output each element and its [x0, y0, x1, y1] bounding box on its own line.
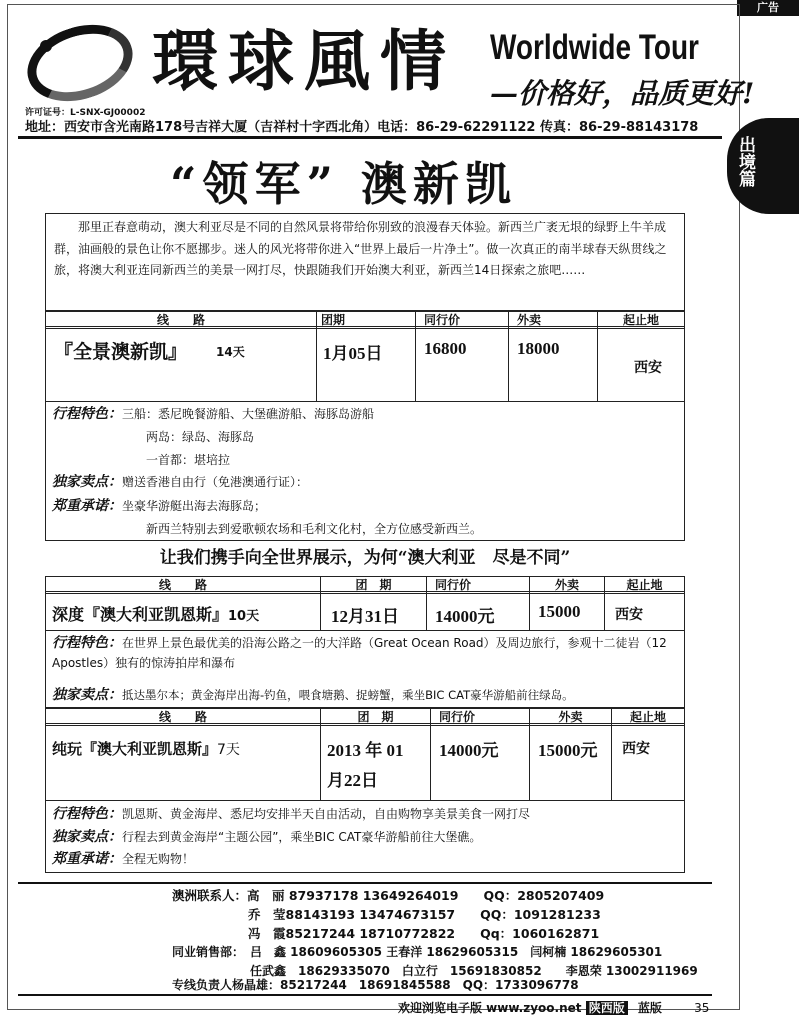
tour1-date: 1月05日 [316, 326, 416, 402]
tour1-days: 14天 [216, 345, 245, 359]
tour1-peer: 16800 [415, 326, 509, 402]
tour3-feature-label: 行程特色： [52, 806, 122, 822]
tour1-origin: 西安 [597, 326, 685, 402]
intro-text: 那里正春意萌动，澳大利亚尽是不同的自然风景将带给你别致的浪漫春天体验。新西兰广袤无垠的绿野上牛羊成群，油画般的景色让你不愿挪步。迷人的风光将带你进入“世界上最后一片净土”。做一次真正的南半球春天纵贯线之旅，将澳大利亚连同新西兰的美景一网打尽，快跟随我们开始澳大利亚，新西兰14日探索之旅吧…… [45, 213, 685, 311]
brand-english: Worldwide Tour [490, 28, 699, 67]
tour3-exclusive-label: 独家卖点： [52, 829, 122, 845]
tour3-retail: 15000元 [529, 723, 612, 801]
footer-divider [18, 994, 712, 996]
tour1-exclusive-label: 独家卖点： [52, 474, 122, 490]
header-route: 线 路 [45, 311, 317, 329]
tour1-retail: 18000 [508, 326, 598, 402]
contact-line-6: 专线负责人杨晶雄：85217244 18691845588 QQ：1733096778 [172, 978, 579, 992]
tour1-name: 『全景澳新凯』 [54, 341, 188, 363]
tour3-exclusive: 行程去到黄金海岸“主题公园”，乘坐BIC CAT豪华游船前往大堡礁。 [122, 830, 482, 844]
footer-welcome: 欢迎浏览电子版 www.zyoo.net [398, 1001, 582, 1015]
tour2-feature-label: 行程特色： [52, 635, 122, 651]
brand-name: 環球風情 [152, 23, 456, 100]
header-route-3: 线 路 [45, 708, 321, 726]
header-retail-2: 外卖 [529, 576, 605, 594]
address-line: 地址：西安市含光南路178号吉祥大厦（吉祥村十字西北角）电话：86-29-62291122 传真：86-29-88143178 [25, 120, 699, 135]
tour3-route [45, 723, 321, 801]
tour3-feature: 凯恩斯、黄金海岸、悉尼均安排半天自由活动，自由购物享美景美食一网打尽 [122, 807, 531, 821]
license-number: 许可证号：L-SNX-GJ00002 [25, 108, 146, 118]
tour1-route [45, 326, 317, 402]
tour2-peer: 14000元 [426, 591, 530, 631]
tour3-details [45, 800, 685, 873]
footer-edition: 陕西版 [586, 1001, 628, 1015]
tour1-feature1: 三船：悉尼晚餐游船、大堡礁游船、海豚岛游船 [122, 407, 375, 421]
tour3-origin: 西安 [611, 723, 685, 801]
footer-color: 蓝版 [637, 1001, 662, 1015]
tour1-promise1: 坐豪华游艇出海去海豚岛； [122, 499, 267, 513]
tour2-details [45, 630, 685, 708]
tour3-promise: 全程无购物！ [122, 852, 195, 866]
contact-line-1: 澳洲联系人：高 丽 87937178 13649264019 QQ：2805207409 [172, 888, 605, 903]
header-route-2: 线 路 [45, 576, 321, 594]
page-number: 35 [694, 1001, 710, 1015]
footer-bar [398, 999, 709, 1016]
section-tab-label: 出境篇 [739, 136, 756, 190]
header-retail-3: 外卖 [529, 708, 612, 726]
tour1-exclusive: 赠送香港自由行（免港澳通行证）： [122, 475, 309, 489]
tour1-details [45, 401, 685, 541]
contact-line-3: 冯 霞85217244 18710772822 Qq：1060162871 [248, 926, 600, 941]
tour2-date: 12月31日 [320, 591, 427, 631]
tour2-origin: 西安 [604, 591, 685, 631]
tour3-promise-label: 郑重承诺： [52, 851, 122, 867]
tour2-name: 深度『澳大利亚凯恩斯』 [52, 605, 229, 624]
tour2-route [45, 591, 321, 631]
contact-line-5: 任武鑫 18629335070 白立行 15691830852 李恩荣 13002911969 [250, 964, 698, 978]
tour3-date [320, 723, 431, 801]
tour3-days: 7天 [217, 742, 240, 758]
tour2-retail: 15000 [529, 591, 605, 631]
header-peer-3: 同行价 [430, 708, 530, 726]
slogan: —价格好，品质更好! [490, 77, 755, 110]
tour2-exclusive-label: 独家卖点： [52, 687, 122, 703]
tour1-feature3: 一首都：堪培拉 [146, 453, 231, 467]
contacts-divider [18, 882, 712, 884]
tour1-feature-label: 行程特色： [52, 406, 122, 422]
tour3-peer: 14000元 [430, 723, 530, 801]
tour1-feature2: 两岛：绿岛、海豚岛 [146, 430, 255, 444]
tour2-days: 10天 [228, 609, 260, 624]
page-title: “领军” 澳新凯 [170, 157, 517, 211]
header-origin-3: 起止地 [611, 708, 685, 726]
header-peer: 同行价 [415, 311, 509, 329]
contact-line-2: 乔 莹88143193 13474673157 QQ：1091281233 [248, 907, 601, 922]
slogan-banner: 让我们携手向全世界展示，为何“澳大利亚 尽是不同” [159, 548, 571, 568]
header-date-3: 团 期 [320, 708, 431, 726]
header-divider [18, 136, 722, 139]
tour2-feature: 在世界上景色最优美的沿海公路之一的大洋路（Great Ocean Road）及周边旅行，参观十二徒岩（12 Apostles）独有的惊涛拍岸和瀑布 [52, 636, 667, 670]
header-origin: 起止地 [597, 311, 685, 329]
section-tab [727, 118, 799, 214]
tour1-promise-label: 郑重承诺： [52, 498, 122, 514]
header-peer-2: 同行价 [426, 576, 530, 594]
tour3-name: 纯玩『澳大利亚凯恩斯』 [52, 740, 218, 758]
tour3-date-line1: 2013 年 01 [327, 741, 404, 760]
header-retail: 外卖 [508, 311, 598, 329]
tour1-promise2: 新西兰特别去到爱歌顿农场和毛利文化村，全方位感受新西兰。 [146, 522, 483, 536]
header-origin-2: 起止地 [604, 576, 685, 594]
logo-dot-icon [40, 40, 52, 52]
tour3-date-line2: 月22日 [327, 771, 378, 790]
header-date-2: 团 期 [320, 576, 427, 594]
tour2-exclusive: 抵达墨尔本；黄金海岸出海-钓鱼，喂食塘鹅、捉螃蟹，乘坐BIC CAT豪华游船前往绿岛。 [122, 688, 574, 702]
ad-tag: 广告 [737, 0, 799, 16]
contact-line-4: 同业销售部： 吕 鑫 18609605305 王春洋 18629605315 闫柯楠 18629605301 [172, 945, 663, 959]
header-date: 团期 [316, 311, 416, 329]
